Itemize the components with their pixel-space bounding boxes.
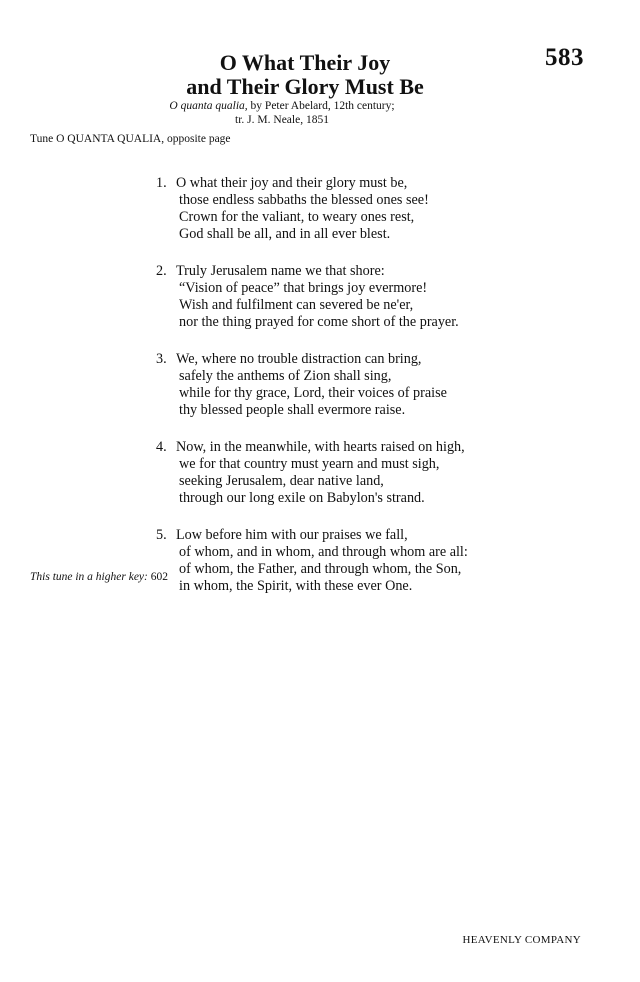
verse-number: 3.: [156, 351, 167, 367]
verse-line: of whom, the Father, and through whom, the Son,: [179, 561, 462, 577]
hymn-number: 583: [545, 44, 584, 71]
verse-line: Low before him with our praises we fall,: [176, 527, 408, 543]
verse-line: those endless sabbaths the blessed ones see!: [179, 192, 429, 208]
verse-line: of whom, and in whom, and through whom are all:: [179, 544, 468, 560]
verse-line: in whom, the Spirit, with these ever One.: [179, 578, 413, 594]
verse: [156, 351, 556, 419]
verse-line: Truly Jerusalem name we that shore:: [176, 263, 385, 279]
verse-line: while for thy grace, Lord, their voices of praise: [179, 385, 447, 401]
higher-key-note: [30, 571, 168, 583]
verse-line: through our long exile on Babylon's strand.: [179, 490, 425, 506]
verse-line: safely the anthems of Zion shall sing,: [179, 368, 392, 384]
verse-line: seeking Jerusalem, dear native land,: [179, 473, 384, 489]
verse-number: 5.: [156, 527, 167, 543]
verse-line: thy blessed people shall evermore raise.: [179, 402, 406, 418]
hymn-title-line-2: and Their Glory Must Be: [186, 74, 424, 99]
verse-number: 1.: [156, 175, 167, 191]
verse-number: 2.: [156, 263, 167, 279]
verse-line: We, where no trouble distraction can bring,: [176, 351, 422, 367]
section-footer: HEAVENLY COMPANY: [462, 934, 581, 946]
author: by Peter Abelard, 12th century;: [247, 100, 395, 112]
verse-line: Wish and fulfilment can severed be ne'er,: [179, 297, 414, 313]
higher-key-label: This tune in a higher key:: [30, 571, 148, 583]
hymn-title-line-1: O What Their Joy: [219, 50, 391, 75]
verse-line: O what their joy and their glory must be,: [176, 175, 408, 191]
latin-title: O quanta qualia,: [169, 100, 248, 112]
verse-line: Crown for the valiant, to weary ones rest,: [179, 209, 415, 225]
verse-line: nor the thing prayed for come short of the prayer.: [179, 314, 459, 330]
hymn-title: [0, 51, 610, 99]
attribution-source: [0, 99, 564, 113]
translator: tr. J. M. Neale, 1851: [235, 114, 329, 126]
verse: [156, 527, 556, 595]
verse-number: 4.: [156, 439, 167, 455]
verse-line: Now, in the meanwhile, with hearts raised on high,: [176, 439, 465, 455]
higher-key-number: 602: [147, 571, 168, 583]
attribution: [0, 99, 564, 127]
verse-line: God shall be all, and in all ever blest.: [179, 226, 391, 242]
verses: [156, 175, 556, 615]
tune-reference: Tune O QUANTA QUALIA, opposite page: [30, 133, 231, 145]
verse: [156, 175, 556, 243]
verse: [156, 439, 556, 507]
verse-line: we for that country must yearn and must sigh,: [179, 456, 440, 472]
verse-line: “Vision of peace” that brings joy evermore!: [179, 280, 428, 296]
verse: [156, 263, 556, 331]
